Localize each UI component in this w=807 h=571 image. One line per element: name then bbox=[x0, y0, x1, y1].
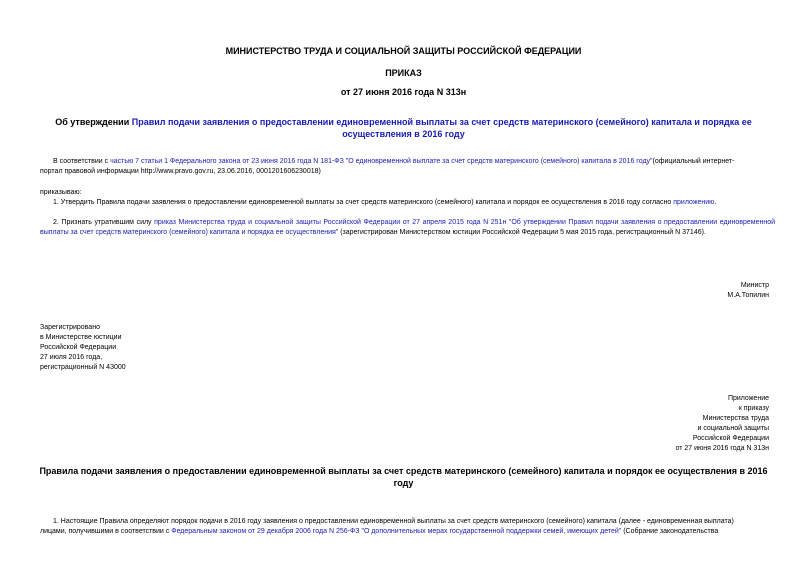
appendix-line: Российской Федерации bbox=[692, 435, 769, 442]
appendix-link[interactable]: приложению bbox=[673, 199, 715, 206]
preamble-line2: портал правовой информации http://www.pravo.gov.ru, 23.06.2016, 0001201606230018) bbox=[40, 168, 321, 175]
rules-point-1-line2-before: лицами, получившими в соответствии с bbox=[40, 528, 172, 535]
appendix-line: Приложение bbox=[727, 395, 769, 402]
appendix-line: Министерства труда bbox=[702, 415, 769, 422]
federal-law-link[interactable]: Федеральным законом от 29 декабря 2006 года N 256-ФЗ "О дополнительных мерах государственной поддержки семей, имеющих детей" bbox=[171, 528, 622, 535]
registration-line: Российской Федерации bbox=[40, 344, 117, 351]
rules-point-1-line2-after: (Собрание законодательства bbox=[621, 528, 719, 535]
order-title-link-line2[interactable]: осуществления в 2016 году bbox=[342, 129, 465, 139]
order-title-prefix: Об утверждении bbox=[55, 117, 132, 127]
signature-name: М.А.Топилин bbox=[727, 292, 769, 299]
doc-type-heading: ПРИКАЗ bbox=[385, 68, 422, 78]
point-2 bbox=[40, 218, 775, 238]
registration-line: в Министерстве юстиции bbox=[40, 334, 122, 341]
registration-line: Зарегистрировано bbox=[40, 324, 100, 331]
appendix-block bbox=[675, 394, 769, 454]
signature-position: Министр bbox=[740, 282, 769, 289]
point-1-text: 1. Утвердить Правила подачи заявления о предоставлении единовременной выплаты за счет средств материнского (семейного) капитала и порядок ее осуществления в 2016 году согласно bbox=[53, 199, 674, 206]
appendix-line: от 27 июня 2016 года N 313н bbox=[675, 445, 769, 452]
preamble-text-after: (официальный интернет- bbox=[652, 158, 735, 165]
rules-point-1-line2 bbox=[40, 527, 775, 537]
registration-line: 27 июля 2016 года, bbox=[40, 354, 103, 361]
point-1-end: . bbox=[714, 199, 717, 206]
order-title bbox=[0, 116, 807, 140]
preamble-text-before: В соответствии с bbox=[53, 158, 111, 165]
point-2-text-after: (зарегистрирован Министерством юстиции Российской Федерации 5 мая 2015 года, регистрационный N 37146). bbox=[338, 229, 706, 236]
point-1 bbox=[53, 198, 773, 208]
preamble bbox=[40, 157, 775, 177]
rules-title bbox=[0, 465, 807, 489]
point-2-text-before: 2. Признать утратившим силу bbox=[53, 219, 155, 226]
registration-block bbox=[40, 323, 126, 373]
appendix-line: к приказу bbox=[738, 405, 769, 412]
preamble-law-link[interactable]: частью 7 статьи 1 Федерального закона от 23 июня 2016 года N 181-ФЗ "О единовременной выплате за счет средств материнского (семейного) капитала в 2016 году" bbox=[110, 158, 653, 165]
registration-line: регистрационный N 43000 bbox=[40, 364, 126, 371]
repealed-order-link[interactable]: приказ Министерства труда и социальной защиты Российской Федерации от 27 апреля 2015 года N 251н "Об утверждении Правил подачи заявления о предоставлении единовременной выплаты за счет средств материнского (семейного) капитала и порядка ее осуществления" bbox=[40, 219, 775, 236]
order-word: приказываю: bbox=[40, 189, 82, 196]
order-title-link[interactable]: Правил подачи заявления о предоставлении единовременной выплаты за счет средств материнского (семейного) капитала и порядка ее bbox=[131, 117, 752, 127]
ministry-heading: МИНИСТЕРСТВО ТРУДА И СОЦИАЛЬНОЙ ЗАЩИТЫ РОССИЙСКОЙ ФЕДЕРАЦИИ bbox=[225, 46, 582, 56]
appendix-line: и социальной защиты bbox=[697, 425, 769, 432]
rules-point-1-line1: 1. Настоящие Правила определяют порядок подачи в 2016 году заявления о предоставлении единовременной выплаты за счет средств материнского (семейного) капитала (далее - единовременная выплата) bbox=[53, 518, 734, 525]
rules-point-1 bbox=[40, 517, 775, 537]
rules-title-line2: году bbox=[393, 478, 414, 488]
doc-date-number: от 27 июня 2016 года N 313н bbox=[340, 87, 467, 97]
rules-title-line1: Правила подачи заявления о предоставлении единовременной выплаты за счет средств материнского (семейного) капитала и порядок ее осуществления в 2016 bbox=[39, 466, 768, 476]
